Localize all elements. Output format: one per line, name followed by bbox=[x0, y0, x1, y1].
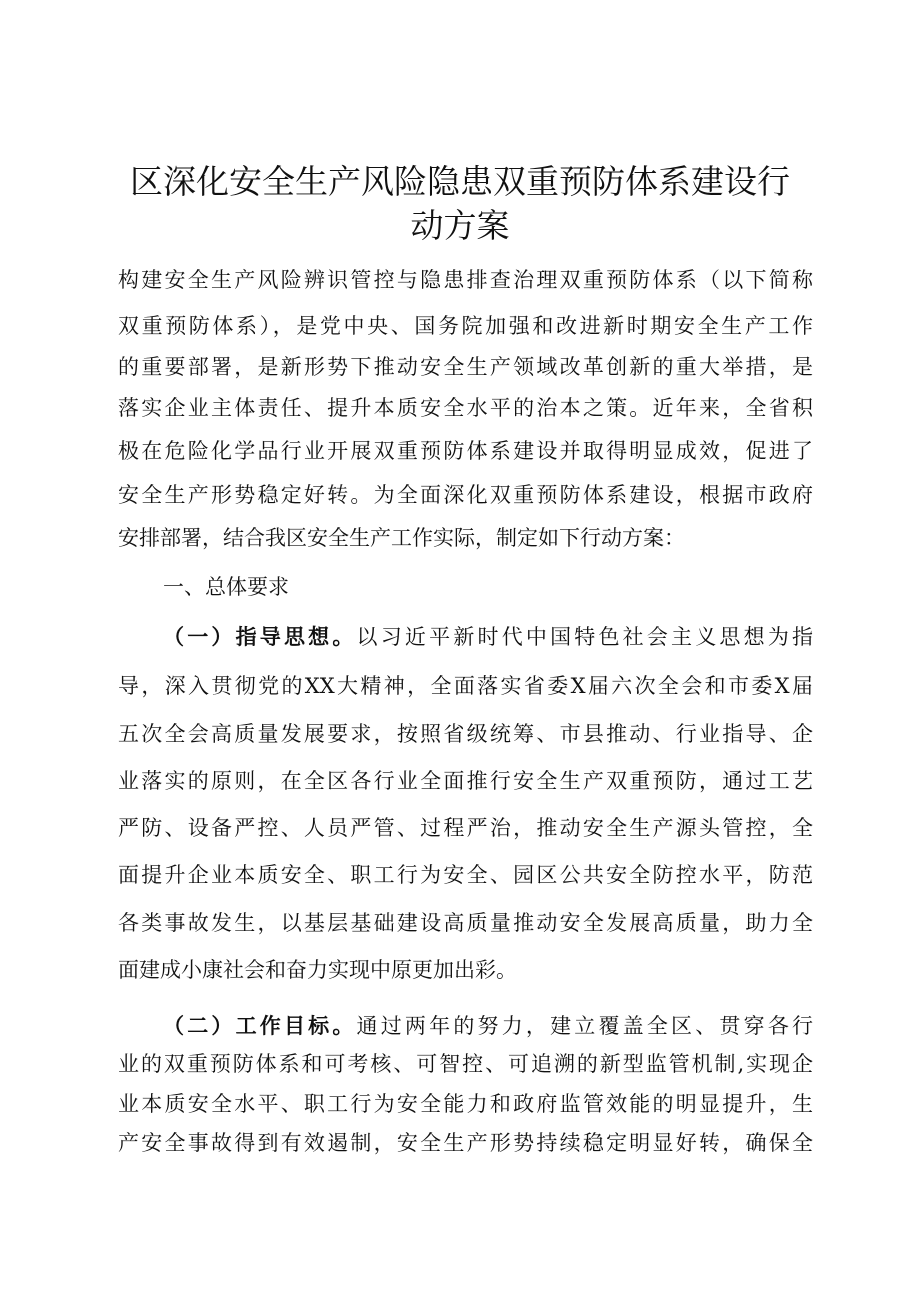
guiding-first-line bbox=[163, 623, 813, 651]
document-title-line-1: 区深化安全生产风险隐患双重预防体系建设行 bbox=[130, 162, 790, 201]
intro-line: 的重要部署，是新形势下推动安全生产领域改革创新的重大举措，是 bbox=[118, 355, 813, 379]
intro-line: 双重预防体系），是党中央、国务院加强和改进新时期安全生产工作 bbox=[118, 314, 813, 338]
guiding-line: 严防、设备严控、人员严管、过程严治，推动安全生产源头管控，全 bbox=[118, 816, 813, 840]
goal-line: 产安全事故得到有效遏制，安全生产形势持续稳定明显好转，确保全 bbox=[118, 1131, 813, 1155]
goal-line: 业的双重预防体系和可考核、可智控、可追溯的新型监管机制,实现企 bbox=[118, 1052, 813, 1076]
document-title-line-2: 动方案 bbox=[410, 206, 510, 245]
guiding-text: 以习近平新时代中国特色社会主义思想为指 bbox=[356, 625, 814, 649]
intro-line: 落实企业主体责任、提升本质安全水平的治本之策。近年来，全省积 bbox=[118, 396, 813, 420]
guiding-line: 五次全会高质量发展要求，按照省级统筹、市县推动、行业指导、企 bbox=[118, 722, 813, 746]
goal-line: 业本质安全水平、职工行为安全能力和政府监管效能的明显提升，生 bbox=[118, 1092, 813, 1116]
goal-text: 通过两年的努力，建立覆盖全区、贯穿各行 bbox=[356, 1014, 814, 1038]
guiding-line: 面提升企业本质安全、职工行为安全、园区公共安全防控水平，防范 bbox=[118, 863, 813, 887]
intro-line: 安排部署，结合我区安全生产工作实际，制定如下行动方案： bbox=[118, 526, 685, 550]
guiding-line: 业落实的原则，在全区各行业全面推行安全生产双重预防，通过工艺 bbox=[118, 769, 813, 793]
section-heading: 一、总体要求 bbox=[163, 575, 289, 599]
intro-line: 极在危险化学品行业开展双重预防体系建设并取得明显成效，促进了 bbox=[118, 439, 813, 463]
intro-line: 构建安全生产风险辨识管控与隐患排查治理双重预防体系（以下简称 bbox=[118, 268, 813, 292]
guiding-label: （一）指导思想。 bbox=[163, 625, 357, 649]
goal-label: （二）工作目标。 bbox=[163, 1014, 357, 1038]
guiding-line: 导，深入贯彻党的XX大精神，全面落实省委X届六次全会和市委X届 bbox=[118, 674, 813, 698]
intro-line: 安全生产形势稳定好转。为全面深化双重预防体系建设，根据市政府 bbox=[118, 483, 813, 507]
guiding-line: 面建成小康社会和奋力实现中原更加出彩。 bbox=[118, 958, 517, 982]
goal-first-line bbox=[163, 1012, 813, 1040]
guiding-line: 各类事故发生，以基层基础建设高质量推动安全发展高质量，助力全 bbox=[118, 911, 813, 935]
